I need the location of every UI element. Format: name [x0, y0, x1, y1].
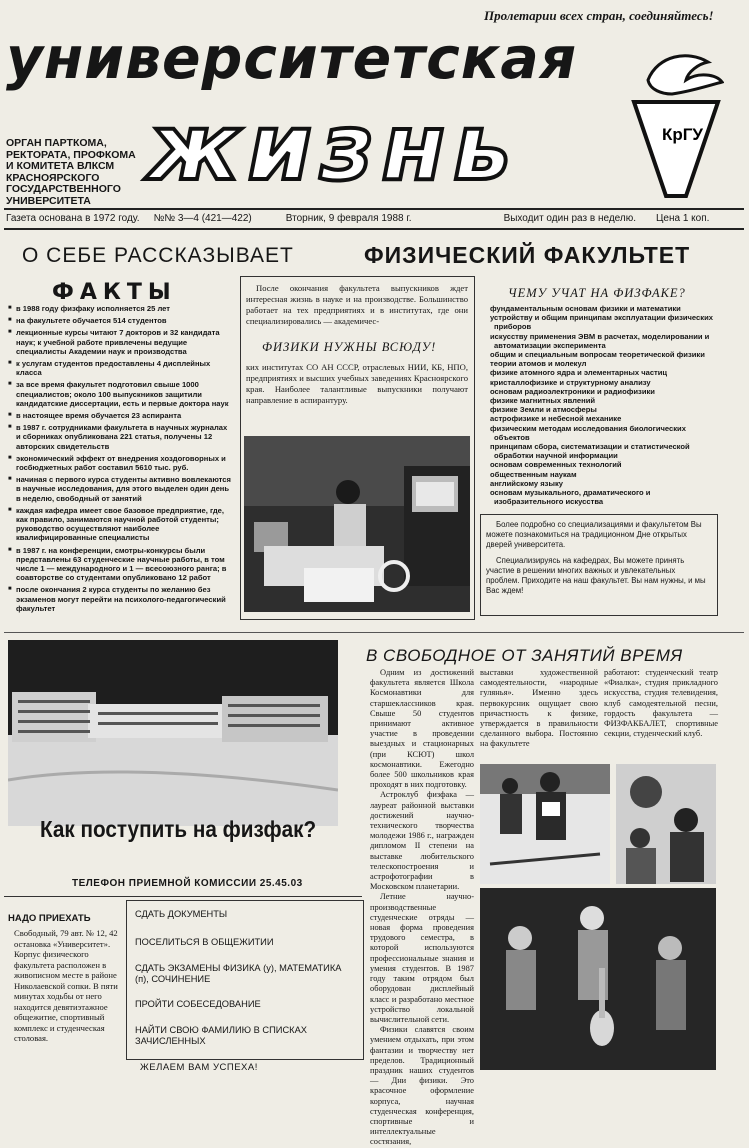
- step-interview: ПРОЙТИ СОБЕСЕДОВАНИЕ: [135, 999, 261, 1009]
- masthead-organ: ОРГАН ПАРТКОМА, РЕКТОРАТА, ПРОФКОМА И КОМИТЕТА ВЛКСМ КРАСНОЯРСКОГО ГОСУДАРСТВЕННОГО УНИВЕРСИТЕТА: [6, 137, 136, 207]
- middle-intro: После окончания факультета выпускников ждет интересная жизнь в науке и на производстве. Большинство работает на тех предприятиях и в институтах, где они специализировались — академичес-: [246, 283, 468, 326]
- physics-days-paragraph: Физики славятся своим умением отдыхать, при этом фантазии и творчеству нет пределов. Традиционный праздник наших студентов — Дни физики. Это красочное оформление корпуса, научная студенческая конференция, спортивные и интеллектуальные состязания,: [370, 1025, 474, 1147]
- lab-photo-image: [244, 436, 470, 612]
- admission-steps: [126, 900, 364, 1060]
- subject-item: кристаллофизике и структурному анализу: [490, 377, 651, 387]
- subjects-list: [484, 304, 720, 506]
- address-heading: НАДО ПРИЕХАТЬ: [8, 913, 91, 924]
- fact-item: ■ лекционные курсы читают 7 докторов и 32 кандидата наук; к учебной работе привлечены ведущие специалисты Академии наук и производства: [8, 328, 232, 356]
- subject-item: общественным наукам: [490, 469, 577, 479]
- headline-part1: О СЕБЕ РАССКАЗЫВАЕТ: [22, 244, 294, 267]
- cosmonautics-paragraph: Одним из достижений факультета является Школа Космонавтики для старшеклассников края. Свыше 50 студентов принимают активное участие в проведении выездных и стационарных (при КСЮТ) школ космонавтики. Ежегодно более 500 школьников края проходят в них подготовку.: [370, 668, 474, 790]
- fact-item: ■ экономический эффект от внедрения хоздоговорных и госбюджетных работ составил 5610 тыс. руб.: [8, 454, 232, 472]
- subject-item: принципам сбора, систематизации и статистической обработки научной информации: [490, 442, 690, 461]
- infobar: [6, 213, 741, 224]
- subject-item: основам музыкального, драматического и изобразительного искусства: [490, 488, 651, 507]
- free-time-column-2: выставки художественной самодеятельности, «народные гулянья». Именно здесь первокурсник ощущает свою причастность к физике, утверждается в правильности сделанного выбора. Постоянно на факультете: [480, 668, 598, 749]
- lab-photo: [244, 436, 470, 612]
- subject-item: физике атомного ядра и элементарных частиц: [490, 368, 668, 378]
- address-text: Свободный, 79 авт. № 12, 42 остановка «Университет». Корпус физического факультета расположен в живописном месте в районе Николаевской сопки. В пяти минутах ходьбы от него находится девятиэтажное общежитие, спортивный комплекс и студенческая столовая.: [14, 928, 118, 1043]
- subject-item: физике Земли и атмосферы: [490, 405, 597, 415]
- step-exams: СДАТЬ ЭКЗАМЕНЫ ФИЗИКА (у), МАТЕМАТИКА (п), СОЧИНЕНИЕ: [135, 963, 342, 984]
- step-enrollment-list: НАЙТИ СВОЮ ФАМИЛИЮ В СПИСКАХ ЗАЧИСЛЕННЫХ: [135, 1025, 307, 1046]
- student-brigades-paragraph: Летние научно-производственные студенческие отряды — новая форма проведения трудового семестра, в которой используются профессиональные знания и умения студентов. В 1987 году таким отрядом был оборудован дисплейный класс и разработано местное устройство локальной вычислительной сети.: [370, 892, 474, 1024]
- masthead-title-line2: жизнь: [148, 94, 520, 201]
- skiing-photo: [480, 764, 610, 884]
- subject-item: общим и специальным вопросам теоретической физики: [490, 350, 705, 360]
- subject-item: фундаментальным основам физики и математики: [490, 304, 681, 313]
- band-photo: [480, 888, 716, 1070]
- infobar-price: Цена 1 коп.: [656, 213, 710, 224]
- subjects-heading: ЧЕМУ УЧАТ НА ФИЗФАКЕ?: [508, 286, 686, 300]
- fact-item: ■ на факультете обучается 514 студентов: [8, 316, 232, 325]
- section-divider: [4, 632, 744, 633]
- students-photo: [616, 764, 716, 884]
- middle-body: ких институтах СО АН СССР, отраслевых НИИ, КБ, НПО, предприятиях и высших учебных заведениях Красноярского края. Наиболее талантливые выпускники получают направление в аспирантуру.: [246, 362, 468, 405]
- admission-rule: [4, 896, 362, 897]
- astroclub-paragraph: Астроклуб физфака — лауреат районной выставки достижений научно-технического творчества молодежи 1986 г., награжден дипломом II степени на выставке любительского телескопостроения и астрофотографии в Московском планетарии.: [370, 790, 474, 892]
- building-photo: [8, 640, 338, 826]
- infobar-frequency: Выходит один раз в неделю.: [503, 213, 636, 224]
- step-submit-documents: СДАТЬ ДОКУМЕНТЫ: [135, 909, 228, 919]
- building-photo-image: [8, 640, 338, 826]
- fact-item: ■ в настоящее время обучается 23 аспиранта: [8, 411, 232, 420]
- fact-item: ■ в 1987 г. сотрудниками факультета в научных журналах и сборниках опубликована 221 статья, получены 12 авторских свидетельств: [8, 423, 232, 451]
- subject-item: астрофизике и небесной механике: [490, 414, 622, 424]
- skiing-photo-image: [480, 764, 610, 884]
- fact-item: ■ в 1988 году физфаку исполняется 25 лет: [8, 304, 232, 313]
- band-photo-image: [480, 888, 716, 1070]
- masthead-rule-top: [4, 208, 744, 210]
- infobar-date: Вторник, 9 февраля 1988 г.: [285, 213, 412, 224]
- invite-paragraph: Специализируясь на кафедрах, Вы можете принять участие в решении многих важных и увлекательных проблем. Приходите на наш факультет. Вы нам нужны, и мы Вас ждем!: [486, 556, 706, 595]
- free-time-column-1: [370, 668, 474, 1148]
- torch-emblem-icon: [628, 50, 724, 200]
- admission-phone: ТЕЛЕФОН ПРИЕМНОЙ КОМИССИИ 25.45.03: [72, 878, 303, 889]
- open-day-paragraph: Более подробно со специализациями и факультетом Вы можете познакомиться на традиционном Дне открытых дверей университета.: [486, 520, 702, 549]
- subject-item: английскому языку: [490, 478, 563, 488]
- facts-list: [8, 304, 232, 616]
- subject-item: физике магнитных явлений: [490, 396, 596, 406]
- students-photo-image: [616, 764, 716, 884]
- subject-item: основам современных технологий: [490, 460, 622, 470]
- masthead-title-line1: университетская: [6, 24, 578, 92]
- admission-closing: ЖЕЛАЕМ ВАМ УСПЕХА!: [140, 1062, 258, 1073]
- fact-item: ■ после окончания 2 курса студенты по желанию без экзаменов могут перейти на психолого-педагогический факультет: [8, 585, 232, 613]
- subject-item: основам радиоэлектроники и радиофизики: [490, 386, 655, 396]
- fact-item: ■ к услугам студентов предоставлены 4 дисплейных класса: [8, 359, 232, 377]
- infobar-founded: Газета основана в 1972 году.: [6, 213, 140, 224]
- fact-item: ■ каждая кафедра имеет свое базовое предприятие, где, как правило, занимаются научной работой студенты; руководство осуществляют наиболее квалифицированные специалисты: [8, 506, 232, 543]
- free-time-heading: В СВОБОДНОЕ ОТ ЗАНЯТИЙ ВРЕМЯ: [366, 646, 683, 665]
- step-dormitory: ПОСЕЛИТЬСЯ В ОБЩЕЖИТИИ: [135, 937, 274, 947]
- admission-heading: Как поступить на физфак?: [40, 816, 317, 842]
- subject-item: искусству применения ЭВМ в расчетах, моделировании и автоматизации эксперимента: [490, 331, 710, 350]
- headline-part2: ФИЗИЧЕСКИЙ ФАКУЛЬТЕТ: [364, 242, 691, 268]
- infobar-issue: №№ 3—4 (421—422): [153, 213, 252, 224]
- free-time-column-3: работают: студенческий театр «Фиалка», студия прикладного искусства, студия телевидения, клуб самодеятельной песни, гордость факультета — ФИЗФАКБАЛЕТ, спортивные секции, студенческий клуб.: [604, 668, 718, 739]
- facts-title: ФАКТЫ: [52, 280, 177, 305]
- middle-heading: ФИЗИКИ НУЖНЫ ВСЮДУ!: [262, 340, 437, 354]
- fact-item: ■ за все время факультет подготовил свыше 1000 специалистов; около 100 выпускников защитили кандидатские диссертации, есть и первые доктора наук: [8, 380, 232, 408]
- masthead-rule-bottom: [4, 228, 744, 230]
- masthead-slogan: Пролетарии всех стран, соединяйтесь!: [484, 8, 714, 23]
- emblem-text: КрГУ: [662, 125, 703, 144]
- open-day-text: [486, 520, 710, 602]
- fact-item: ■ в 1987 г. на конференции, смотры-конкурсы были представлены 63 студенческие научные работы, в том числе 1 — международного и 1 — всесоюзного ранга; в соавторстве со студентами опубликовано 12 работ: [8, 546, 232, 583]
- fact-item: ■ начиная с первого курса студенты активно вовлекаются в научные исследования, для этого выделен один день в неделю, свободный от занятий: [8, 475, 232, 503]
- subject-item: физическим методам исследования биологических объектов: [490, 423, 686, 442]
- subject-item: теории атомов и молекул: [490, 359, 587, 369]
- subject-item: устройству и общим принципам эксплуатации физических приборов: [490, 313, 713, 332]
